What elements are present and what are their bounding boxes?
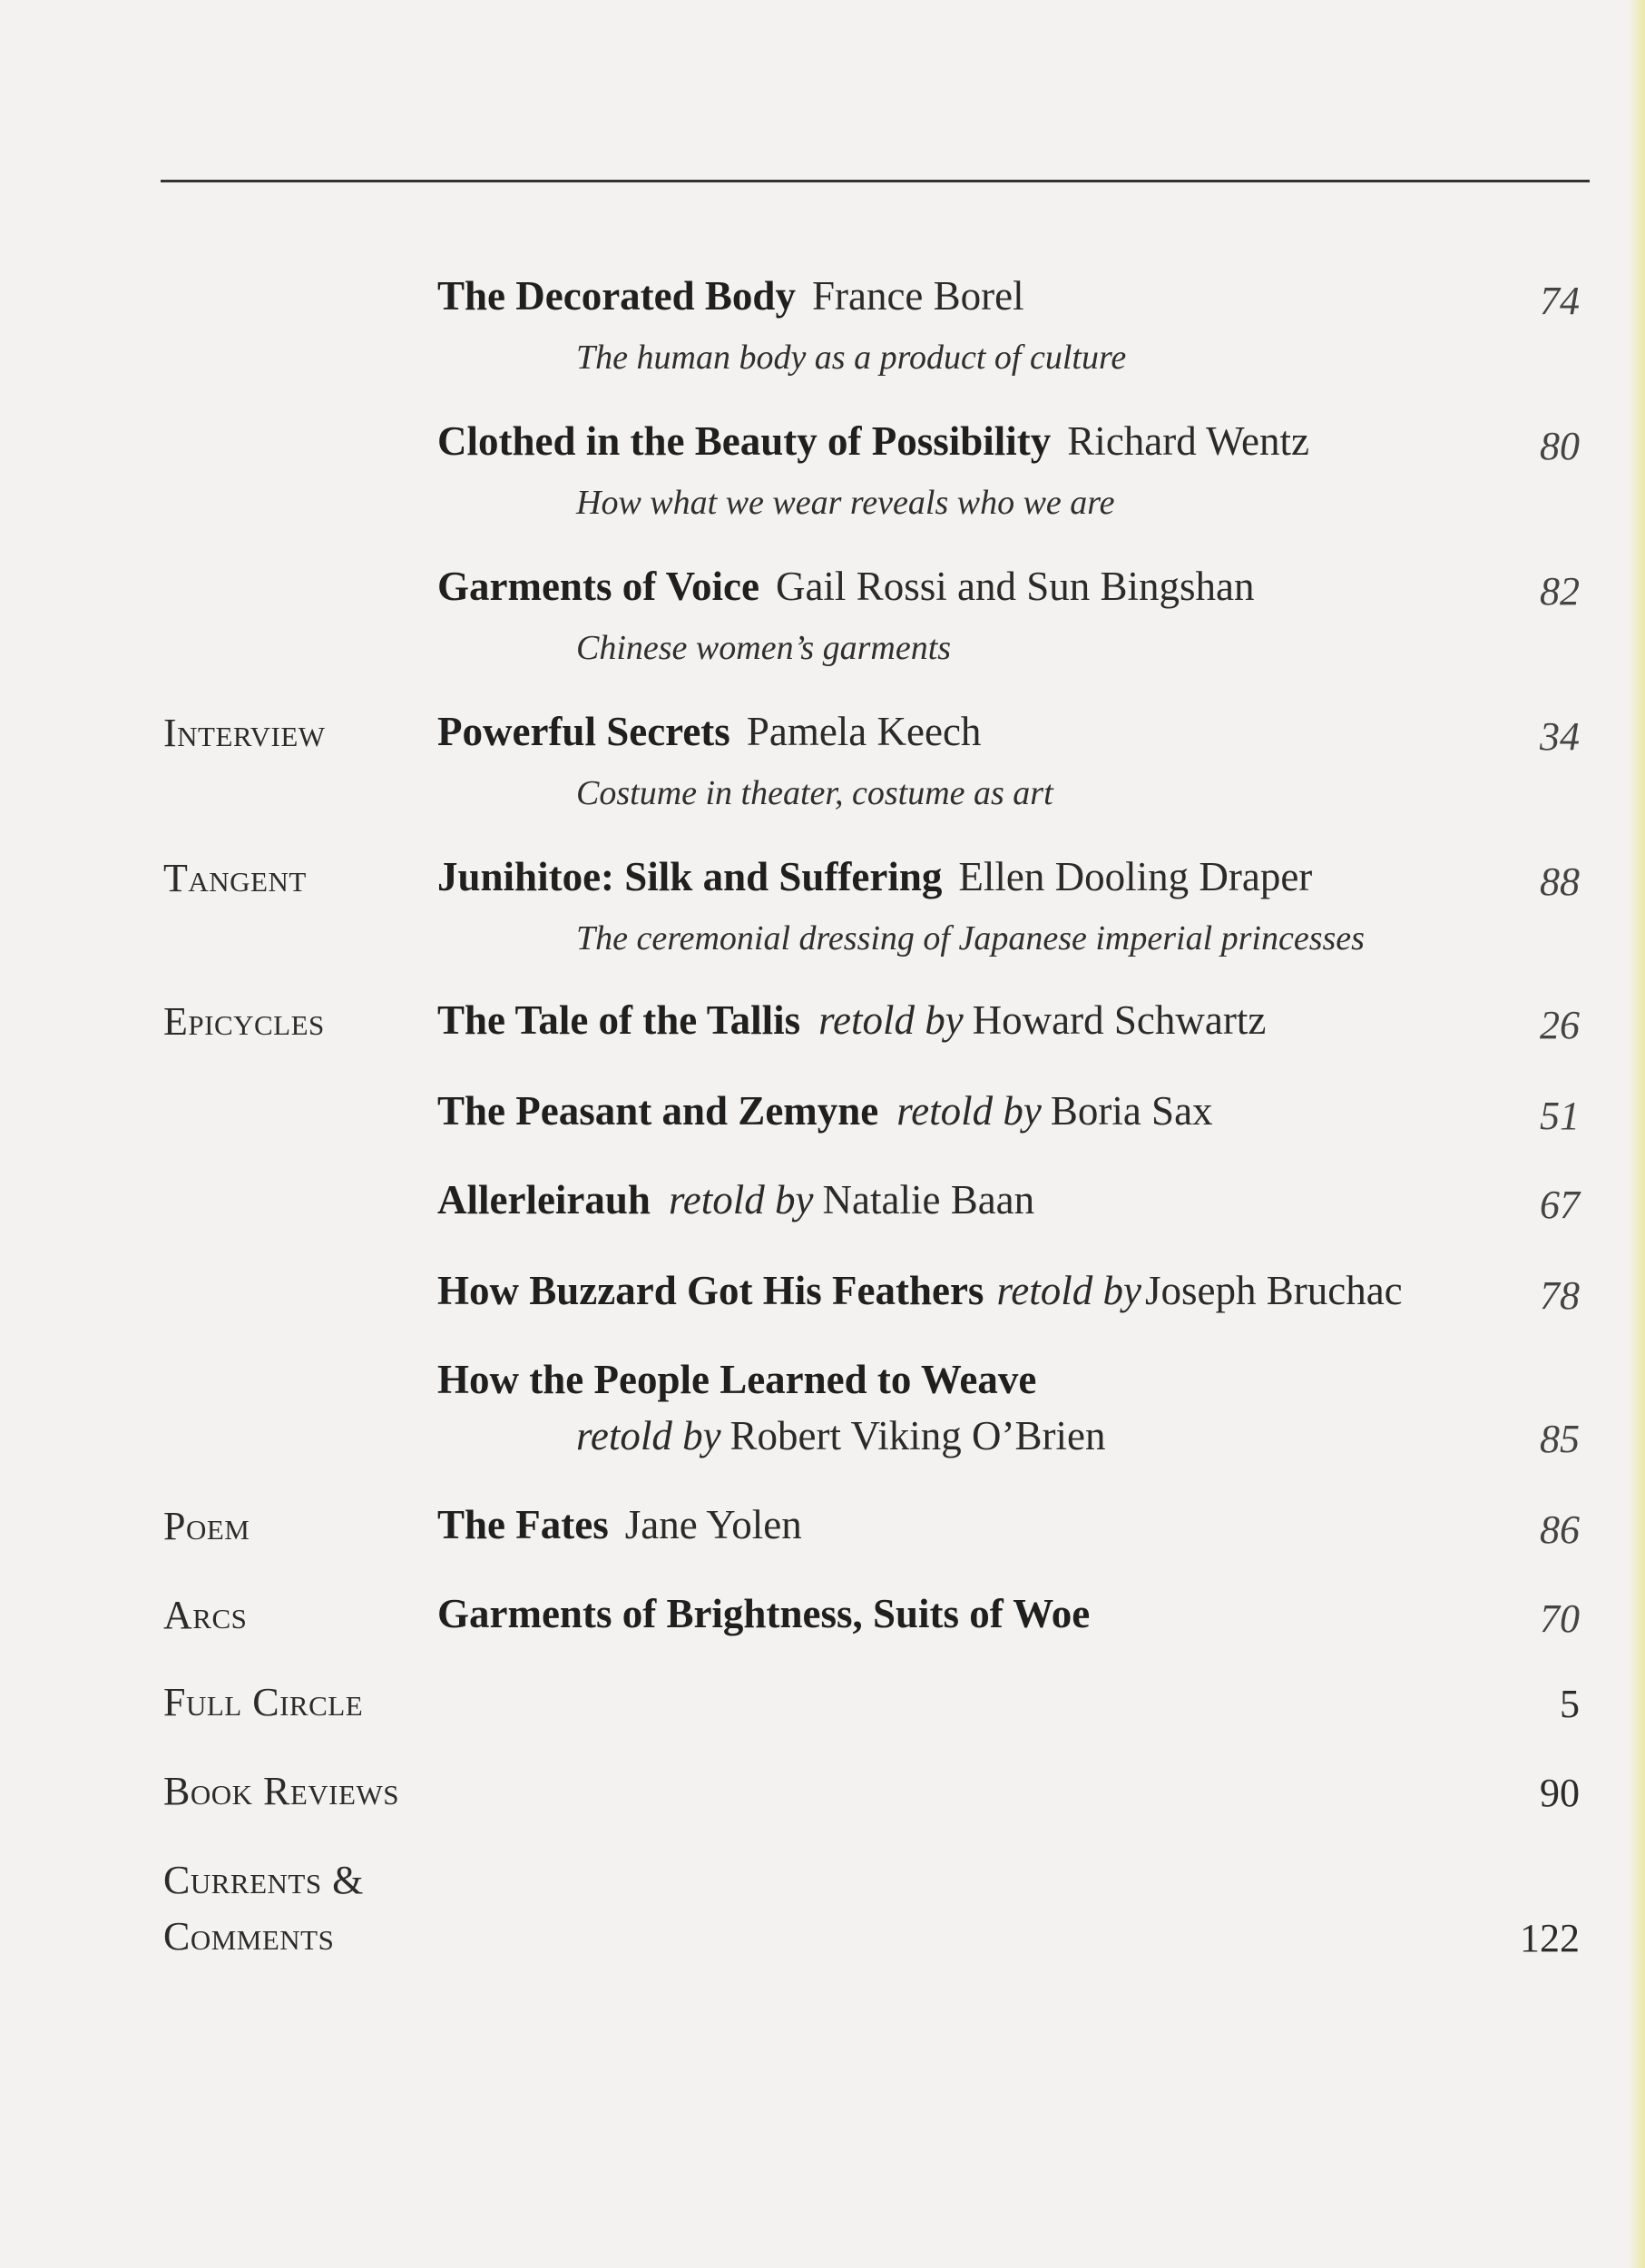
entry-author: Ellen Dooling Draper: [958, 854, 1313, 899]
entry-title: Garments of Brightness, Suits of Woe: [437, 1591, 1091, 1636]
entry-author: Richard Wentz: [1067, 418, 1310, 464]
retold-by-label: retold by: [896, 1088, 1042, 1134]
entry-title: How Buzzard Got His Feathers: [437, 1268, 984, 1313]
page-number: 78: [1540, 1273, 1580, 1318]
retold-by-label: retold by: [818, 997, 964, 1043]
entry-author: Jane Yolen: [624, 1502, 802, 1547]
page-number: 82: [1540, 569, 1580, 614]
page-number: 86: [1540, 1507, 1580, 1552]
page-number: 70: [1540, 1596, 1580, 1641]
entry-author: Gail Rossi and Sun Bingshan: [775, 564, 1255, 609]
section-label: Arcs: [163, 1593, 248, 1637]
entry-author: France Borel: [811, 273, 1024, 319]
section-label: Epicycles: [163, 999, 325, 1044]
section-label: Comments: [163, 1914, 335, 1959]
entry-author: Natalie Baan: [822, 1177, 1035, 1222]
entry-title: The Tale of the Tallis: [437, 997, 801, 1043]
entry-line: [437, 1267, 1403, 1314]
page-number: 85: [1540, 1417, 1580, 1461]
entry-line: [437, 853, 1312, 900]
entry-author: Boria Sax: [1050, 1088, 1213, 1134]
entry-line: [437, 1356, 1036, 1403]
retold-by-label: retold by: [576, 1413, 721, 1458]
entry-title: Clothed in the Beauty of Possibility: [437, 418, 1052, 464]
entry-title: The Fates: [437, 1502, 609, 1547]
retold-by-label: retold by: [668, 1177, 814, 1222]
entry-title: Allerleirauh: [437, 1177, 651, 1222]
page-number: 34: [1540, 714, 1580, 759]
page-number: 90: [1540, 1771, 1580, 1815]
section-label: Full Circle: [163, 1680, 364, 1724]
entry-title: Garments of Voice: [437, 564, 759, 609]
page-number: 5: [1560, 1682, 1580, 1726]
section-label: Tangent: [163, 856, 307, 900]
entry-line: [437, 1501, 802, 1548]
entry-line: [437, 563, 1254, 610]
entry-subtitle: How what we wear reveals who we are: [576, 484, 1115, 522]
entry-subtitle: Costume in theater, costume as art: [576, 774, 1053, 812]
section-label: Book Reviews: [163, 1769, 399, 1813]
entry-subtitle: The ceremonial dressing of Japanese imperial princesses: [576, 919, 1365, 957]
entry-author: Robert Viking O’Brien: [729, 1413, 1106, 1458]
entry-title: How the People Learned to Weave: [437, 1357, 1037, 1402]
entry-subtitle: The human body as a product of culture: [576, 339, 1127, 377]
entry-title: The Decorated Body: [437, 273, 796, 319]
entry-line: [437, 417, 1309, 465]
entry-author: Joseph Bruchac: [1144, 1268, 1403, 1313]
page-number: 122: [1520, 1916, 1580, 1960]
entry-line: [437, 1590, 1090, 1637]
entry-line: [437, 1087, 1213, 1134]
entry-title: The Peasant and Zemyne: [437, 1088, 879, 1134]
entry-line: [437, 708, 981, 755]
page-number: 80: [1540, 424, 1580, 468]
entry-line: [437, 1176, 1034, 1223]
entry-line: [576, 1412, 1105, 1459]
entry-title: Powerful Secrets: [437, 709, 730, 754]
entry-line: [437, 997, 1266, 1044]
header-rule: [161, 180, 1590, 182]
page-number: 74: [1540, 279, 1580, 323]
page-number: 88: [1540, 859, 1580, 904]
retold-by-label: retold by: [996, 1268, 1141, 1313]
entry-author: Pamela Keech: [746, 709, 982, 754]
page-edge: [1627, 0, 1645, 2268]
entry-subtitle: Chinese women’s garments: [576, 629, 952, 667]
page-number: 26: [1540, 1003, 1580, 1047]
entry-line: [437, 272, 1024, 319]
page-number: 51: [1540, 1094, 1580, 1138]
section-label: Currents &: [163, 1858, 364, 1902]
page-number: 67: [1540, 1183, 1580, 1227]
section-label: Poem: [163, 1504, 250, 1548]
entry-author: Howard Schwartz: [972, 997, 1267, 1043]
entry-title: Junihitoe: Silk and Suffering: [437, 854, 943, 899]
section-label: Interview: [163, 711, 326, 755]
